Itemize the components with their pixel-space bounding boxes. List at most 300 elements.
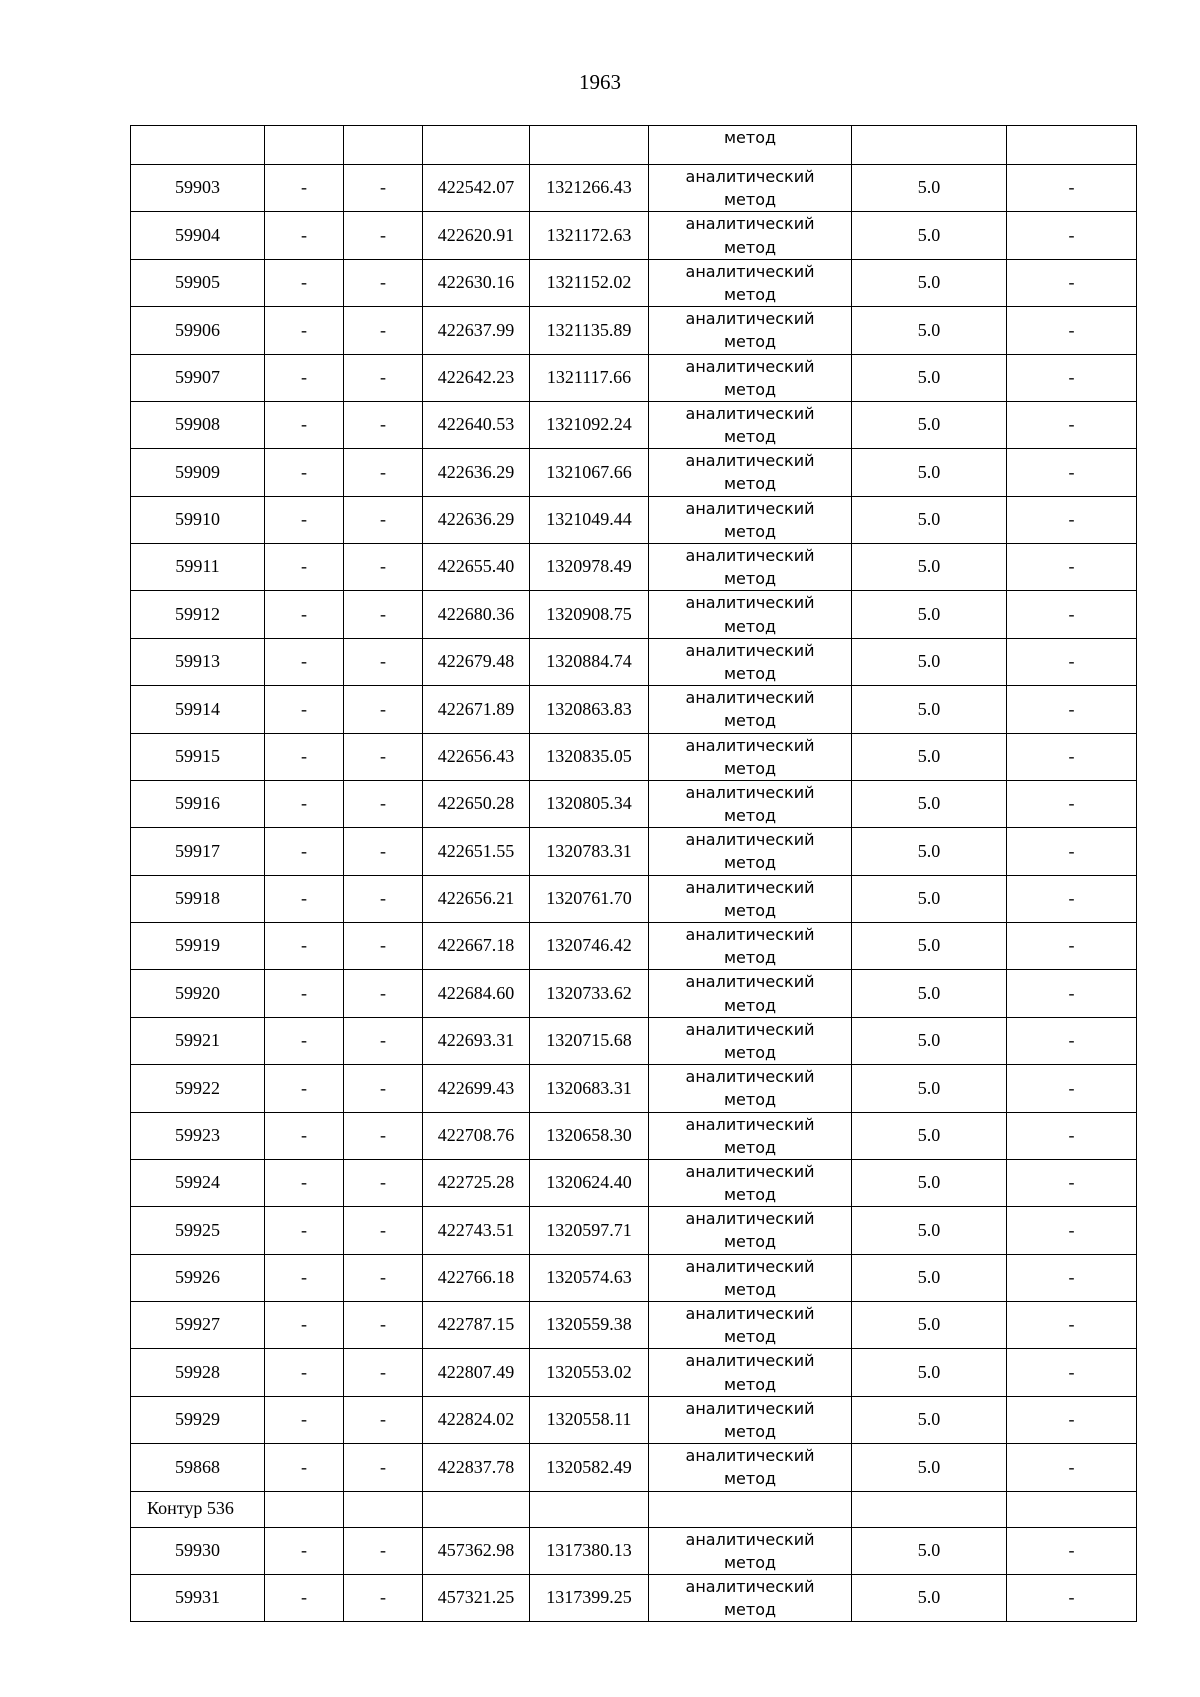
method-line-1: аналитический <box>685 830 815 850</box>
point-id: 59930 <box>131 1527 265 1574</box>
method-line-1: аналитический <box>685 1446 815 1466</box>
coordinate-y: 1320884.74 <box>530 638 649 685</box>
table-row <box>131 307 1137 354</box>
accuracy: 5.0 <box>852 1302 1007 1349</box>
method-line-1: аналитический <box>685 1304 815 1323</box>
method-line-2: метод <box>723 853 777 873</box>
coordinate-x: 422642.23 <box>423 354 530 401</box>
point-id: 59921 <box>131 1017 265 1064</box>
coordinate-x: 422620.91 <box>423 212 530 259</box>
method-line-2: метод <box>723 1600 777 1620</box>
cell-col3: - <box>344 1527 423 1574</box>
accuracy: 5.0 <box>852 1396 1007 1443</box>
method-line-2: метод <box>723 1042 777 1062</box>
cell-col8: - <box>1007 1159 1137 1206</box>
coordinate-y: 1320715.68 <box>530 1017 649 1064</box>
method-line-2: метод <box>723 1137 777 1157</box>
cell-col3: - <box>344 1574 423 1621</box>
method-line-1: аналитический <box>685 546 815 565</box>
accuracy: 5.0 <box>852 307 1007 354</box>
table-row <box>131 591 1137 638</box>
method-cell <box>649 1017 852 1064</box>
cell-col2: - <box>265 544 344 591</box>
coordinate-x: 422787.15 <box>423 1302 530 1349</box>
cell-col8 <box>1007 126 1137 165</box>
cell-col3: - <box>344 828 423 875</box>
cell-col3: - <box>344 1349 423 1396</box>
point-id: 59914 <box>131 686 265 733</box>
cell-method <box>649 1491 852 1527</box>
method-line-2: метод <box>723 379 777 399</box>
cell-col8: - <box>1007 1017 1137 1064</box>
method-line-2: метод <box>723 1552 777 1572</box>
cell-col3: - <box>344 686 423 733</box>
method-cell <box>649 1396 852 1443</box>
method-line-2: метод <box>723 711 777 731</box>
point-id: 59912 <box>131 591 265 638</box>
cell-col2: - <box>265 780 344 827</box>
cell-col3: - <box>344 401 423 448</box>
cell-col3: - <box>344 1017 423 1064</box>
table-row <box>131 1207 1137 1254</box>
coordinate-y: 1320783.31 <box>530 828 649 875</box>
method-cell <box>649 923 852 970</box>
coordinate-y: 1321117.66 <box>530 354 649 401</box>
accuracy: 5.0 <box>852 1444 1007 1491</box>
cell-col3: - <box>344 970 423 1017</box>
cell-col3: - <box>344 449 423 496</box>
coordinate-y: 1320863.83 <box>530 686 649 733</box>
cell-col2: - <box>265 401 344 448</box>
cell-col2: - <box>265 1444 344 1491</box>
method-line-1: аналитический <box>685 214 815 234</box>
coordinate-y: 1320978.49 <box>530 544 649 591</box>
table-row <box>131 970 1137 1017</box>
cell-col8: - <box>1007 970 1137 1017</box>
coordinate-x: 422640.53 <box>423 401 530 448</box>
cell-id <box>131 126 265 165</box>
method-cell <box>649 259 852 306</box>
cell-col3: - <box>344 638 423 685</box>
cell-col2: - <box>265 923 344 970</box>
cell-col2: - <box>265 591 344 638</box>
cell-col2: - <box>265 449 344 496</box>
cell-col8: - <box>1007 1574 1137 1621</box>
method-line-1: аналитический <box>685 261 815 281</box>
cell-col8: - <box>1007 1065 1137 1112</box>
method-line-1: аналитический <box>685 877 815 897</box>
accuracy: 5.0 <box>852 875 1007 922</box>
table-row <box>131 1112 1137 1159</box>
cell-col2: - <box>265 1112 344 1159</box>
accuracy: 5.0 <box>852 354 1007 401</box>
cell-col8: - <box>1007 354 1137 401</box>
accuracy: 5.0 <box>852 686 1007 733</box>
method-line-2: метод <box>723 1090 777 1110</box>
point-id: 59909 <box>131 449 265 496</box>
coordinate-y: 1321092.24 <box>530 401 649 448</box>
table-row <box>131 875 1137 922</box>
accuracy: 5.0 <box>852 1574 1007 1621</box>
cell-col3: - <box>344 1396 423 1443</box>
cell-col3: - <box>344 780 423 827</box>
method-line-2: метод <box>723 1279 777 1299</box>
coordinate-y: 1320805.34 <box>530 780 649 827</box>
coordinate-y: 1320553.02 <box>530 1349 649 1396</box>
cell-col8: - <box>1007 1254 1137 1301</box>
cell-col3 <box>344 126 423 165</box>
point-id: 59925 <box>131 1207 265 1254</box>
accuracy: 5.0 <box>852 401 1007 448</box>
method-cell <box>649 1065 852 1112</box>
method-line-2: метод <box>723 1469 777 1489</box>
cell-col3: - <box>344 354 423 401</box>
point-id: 59915 <box>131 733 265 780</box>
coordinate-y: 1321135.89 <box>530 307 649 354</box>
point-id: 59868 <box>131 1444 265 1491</box>
method-cell <box>649 1254 852 1301</box>
cell-col2: - <box>265 496 344 543</box>
cell-col2: - <box>265 1396 344 1443</box>
table-row <box>131 1527 1137 1574</box>
method-line-2: метод <box>723 284 777 304</box>
method-cell <box>649 875 852 922</box>
cell-col8: - <box>1007 259 1137 306</box>
coordinate-x: 422651.55 <box>423 828 530 875</box>
method-cell <box>649 733 852 780</box>
method-cell <box>649 828 852 875</box>
accuracy: 5.0 <box>852 1017 1007 1064</box>
cell-col2: - <box>265 686 344 733</box>
method-cell <box>649 449 852 496</box>
cell-col2: - <box>265 307 344 354</box>
accuracy: 5.0 <box>852 1112 1007 1159</box>
method-cell <box>649 1574 852 1621</box>
cell-col8: - <box>1007 307 1137 354</box>
accuracy: 5.0 <box>852 544 1007 591</box>
coordinate-x: 422655.40 <box>423 544 530 591</box>
point-id: 59913 <box>131 638 265 685</box>
table-row <box>131 401 1137 448</box>
method-cell <box>649 212 852 259</box>
cell-col3 <box>344 1491 423 1527</box>
cell-col3: - <box>344 733 423 780</box>
method-cell <box>649 970 852 1017</box>
point-id: 59905 <box>131 259 265 306</box>
cell-col2: - <box>265 733 344 780</box>
coordinate-x: 422542.07 <box>423 165 530 212</box>
method-line-1: аналитический <box>685 688 815 708</box>
coordinate-x: 457321.25 <box>423 1574 530 1621</box>
cell-col3: - <box>344 923 423 970</box>
cell-col2: - <box>265 970 344 1017</box>
cell-col2: - <box>265 1065 344 1112</box>
method-line-1: аналитический <box>685 1351 815 1371</box>
cell-col8: - <box>1007 875 1137 922</box>
coordinate-x: 422807.49 <box>423 1349 530 1396</box>
point-id: 59920 <box>131 970 265 1017</box>
method-line-2: метод <box>723 1185 777 1205</box>
accuracy: 5.0 <box>852 496 1007 543</box>
method-line-1: аналитический <box>685 1576 815 1596</box>
coordinate-x: 422656.43 <box>423 733 530 780</box>
coordinate-y: 1320733.62 <box>530 970 649 1017</box>
method-cell <box>649 496 852 543</box>
accuracy: 5.0 <box>852 780 1007 827</box>
table-row <box>131 165 1137 212</box>
cell-col2: - <box>265 1527 344 1574</box>
table-row <box>131 686 1137 733</box>
coordinate-x: 422671.89 <box>423 686 530 733</box>
method-cell <box>649 1207 852 1254</box>
cell-col8: - <box>1007 1302 1137 1349</box>
coordinate-y: 1321266.43 <box>530 165 649 212</box>
coordinate-x: 422637.99 <box>423 307 530 354</box>
coordinate-y: 1320908.75 <box>530 591 649 638</box>
method-line-2: метод <box>723 995 777 1015</box>
table-row <box>131 638 1137 685</box>
method-line-1: аналитический <box>685 356 815 376</box>
cell-col8: - <box>1007 780 1137 827</box>
table-row <box>131 1017 1137 1064</box>
table-row <box>131 1396 1137 1443</box>
coordinate-x: 422656.21 <box>423 875 530 922</box>
cell-col2: - <box>265 212 344 259</box>
cell-col3: - <box>344 1302 423 1349</box>
point-id: 59904 <box>131 212 265 259</box>
coordinate-x: 422837.78 <box>423 1444 530 1491</box>
cell-col2: - <box>265 1207 344 1254</box>
cell-col3: - <box>344 544 423 591</box>
coordinate-x: 422743.51 <box>423 1207 530 1254</box>
coordinate-x: 422708.76 <box>423 1112 530 1159</box>
coordinate-y: 1320582.49 <box>530 1444 649 1491</box>
table-row <box>131 212 1137 259</box>
cell-y <box>530 126 649 165</box>
point-id: 59929 <box>131 1396 265 1443</box>
point-id: 59926 <box>131 1254 265 1301</box>
table-row <box>131 1349 1137 1396</box>
cell-col2: - <box>265 165 344 212</box>
method-line-1: аналитический <box>685 309 815 329</box>
method-line-2: метод <box>723 1232 777 1252</box>
accuracy: 5.0 <box>852 165 1007 212</box>
method-line-2: метод <box>723 1374 777 1394</box>
cell-col2: - <box>265 354 344 401</box>
coordinate-x: 422684.60 <box>423 970 530 1017</box>
method-line-1: аналитический <box>685 735 815 755</box>
coordinate-y: 1320683.31 <box>530 1065 649 1112</box>
coordinate-y: 1321172.63 <box>530 212 649 259</box>
method-line-1: аналитический <box>685 1019 815 1039</box>
cell-col8: - <box>1007 544 1137 591</box>
cell-col3: - <box>344 591 423 638</box>
table-row <box>131 496 1137 543</box>
method-line-2: метод <box>723 806 777 826</box>
continuation-row <box>131 126 1137 165</box>
accuracy: 5.0 <box>852 1527 1007 1574</box>
point-id: 59907 <box>131 354 265 401</box>
method-cell <box>649 1112 852 1159</box>
method-cell <box>649 591 852 638</box>
accuracy: 5.0 <box>852 828 1007 875</box>
cell-col8: - <box>1007 1527 1137 1574</box>
coordinate-x: 422636.29 <box>423 449 530 496</box>
coordinate-y: 1321049.44 <box>530 496 649 543</box>
cell-col3: - <box>344 165 423 212</box>
coordinate-y: 1320746.42 <box>530 923 649 970</box>
method-cell <box>649 780 852 827</box>
coordinate-x: 422636.29 <box>423 496 530 543</box>
table-row <box>131 1159 1137 1206</box>
accuracy: 5.0 <box>852 1349 1007 1396</box>
coordinate-x: 422667.18 <box>423 923 530 970</box>
method-line-2: метод <box>723 237 777 257</box>
method-line-2: метод <box>723 758 777 778</box>
method-cell <box>649 401 852 448</box>
accuracy: 5.0 <box>852 1254 1007 1301</box>
cell-accuracy <box>852 126 1007 165</box>
table-row <box>131 354 1137 401</box>
method-line-1: аналитический <box>685 640 815 660</box>
accuracy: 5.0 <box>852 212 1007 259</box>
table-row <box>131 1254 1137 1301</box>
cell-col8: - <box>1007 686 1137 733</box>
method-line-1: аналитический <box>685 1256 815 1276</box>
method-line-1: аналитический <box>685 1398 815 1418</box>
coordinate-x: 422650.28 <box>423 780 530 827</box>
cell-col8: - <box>1007 401 1137 448</box>
method-line-1: аналитический <box>685 972 815 992</box>
method-line-1: аналитический <box>685 498 815 518</box>
method-cell <box>649 1527 852 1574</box>
cell-col8: - <box>1007 638 1137 685</box>
accuracy: 5.0 <box>852 970 1007 1017</box>
method-line-2: метод <box>723 1421 777 1441</box>
cell-col8: - <box>1007 1444 1137 1491</box>
table-row <box>131 923 1137 970</box>
method-line-1: аналитический <box>685 1161 815 1181</box>
point-id: 59931 <box>131 1574 265 1621</box>
method-line-1: аналитический <box>685 1067 815 1087</box>
method-line-2: метод <box>723 474 777 494</box>
cell-col2: - <box>265 1254 344 1301</box>
contour-label: Контур 536 <box>131 1491 265 1527</box>
table-row <box>131 733 1137 780</box>
cell-col8: - <box>1007 496 1137 543</box>
cell-col3: - <box>344 1112 423 1159</box>
cell-col3: - <box>344 1065 423 1112</box>
method-line-1: аналитический <box>685 1529 815 1549</box>
coordinate-y: 1320558.11 <box>530 1396 649 1443</box>
cell-col8: - <box>1007 733 1137 780</box>
point-id: 59923 <box>131 1112 265 1159</box>
method-cell <box>649 165 852 212</box>
cell-y <box>530 1491 649 1527</box>
coordinate-y: 1320761.70 <box>530 875 649 922</box>
table-row <box>131 1444 1137 1491</box>
method-cell <box>649 1349 852 1396</box>
table-row <box>131 1065 1137 1112</box>
cell-col2: - <box>265 1302 344 1349</box>
table-row <box>131 449 1137 496</box>
cell-col3: - <box>344 875 423 922</box>
cell-col3: - <box>344 496 423 543</box>
accuracy: 5.0 <box>852 733 1007 780</box>
method-line-1: аналитический <box>685 782 815 802</box>
coordinate-x: 422824.02 <box>423 1396 530 1443</box>
cell-col8: - <box>1007 591 1137 638</box>
coordinate-y: 1320559.38 <box>530 1302 649 1349</box>
coordinate-x: 422679.48 <box>423 638 530 685</box>
cell-col2: - <box>265 828 344 875</box>
cell-col8 <box>1007 1491 1137 1527</box>
coordinate-x: 422680.36 <box>423 591 530 638</box>
point-id: 59918 <box>131 875 265 922</box>
coordinates-table <box>130 125 1137 1622</box>
page-number: 1963 <box>579 70 621 94</box>
coordinate-x: 422693.31 <box>423 1017 530 1064</box>
point-id: 59924 <box>131 1159 265 1206</box>
method-line-1: аналитический <box>685 593 815 613</box>
method-line-2: метод <box>723 332 777 352</box>
coordinate-y: 1320658.30 <box>530 1112 649 1159</box>
table-row <box>131 1302 1137 1349</box>
method-line-2: метод <box>723 521 777 541</box>
cell-col2: - <box>265 1349 344 1396</box>
cell-col3: - <box>344 1159 423 1206</box>
coordinate-y: 1320574.63 <box>530 1254 649 1301</box>
method-cell <box>649 686 852 733</box>
point-id: 59919 <box>131 923 265 970</box>
cell-col3: - <box>344 259 423 306</box>
cell-x <box>423 126 530 165</box>
method-line-2: метод <box>723 427 777 447</box>
method-line-2: метод <box>723 616 777 636</box>
cell-method: метод <box>649 126 852 165</box>
point-id: 59908 <box>131 401 265 448</box>
method-line-2: метод <box>723 569 777 589</box>
coordinate-x: 422766.18 <box>423 1254 530 1301</box>
point-id: 59916 <box>131 780 265 827</box>
cell-col8: - <box>1007 828 1137 875</box>
method-line-1: аналитический <box>685 925 815 944</box>
coordinate-x: 422699.43 <box>423 1065 530 1112</box>
cell-col2 <box>265 1491 344 1527</box>
accuracy: 5.0 <box>852 1065 1007 1112</box>
method-line-2: метод <box>723 1327 777 1347</box>
accuracy: 5.0 <box>852 923 1007 970</box>
coordinate-y: 1321152.02 <box>530 259 649 306</box>
cell-col8: - <box>1007 1207 1137 1254</box>
cell-col2: - <box>265 638 344 685</box>
method-line-1: аналитический <box>685 167 815 186</box>
point-id: 59917 <box>131 828 265 875</box>
cell-col8: - <box>1007 1349 1137 1396</box>
cell-col2: - <box>265 1574 344 1621</box>
cell-col2: - <box>265 1159 344 1206</box>
cell-accuracy <box>852 1491 1007 1527</box>
cell-col8: - <box>1007 1396 1137 1443</box>
point-id: 59906 <box>131 307 265 354</box>
method-line-1: аналитический <box>685 1209 815 1229</box>
method-line-2: метод <box>723 190 777 210</box>
cell-col8: - <box>1007 449 1137 496</box>
cell-col2: - <box>265 875 344 922</box>
accuracy: 5.0 <box>852 591 1007 638</box>
method-line-2: метод <box>723 900 777 920</box>
table-row <box>131 828 1137 875</box>
